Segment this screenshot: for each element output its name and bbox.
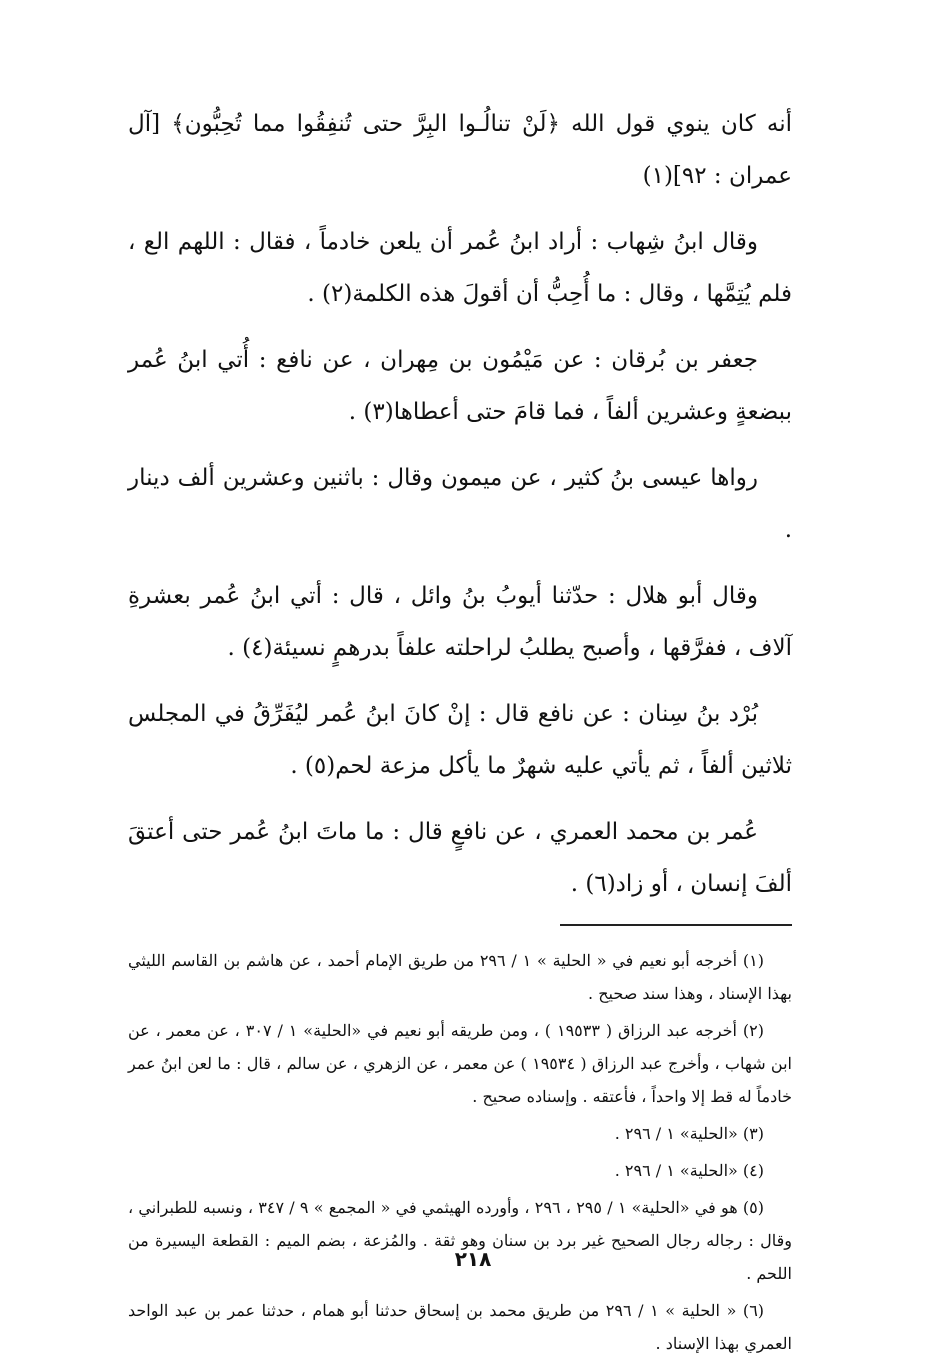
footnote: (٤) «الحلية» ١ / ٢٩٦ .: [614, 1161, 764, 1180]
paragraph: عُمر بن محمد العمري ، عن نافعٍ قال : ما ماتَ ابنُ عُمر حتى أعتقَ ألفَ إنسان ، أو زاد(٦) .: [128, 819, 792, 897]
main-text: [128, 98, 792, 910]
footnote: (٣) «الحلية» ١ / ٢٩٦ .: [614, 1124, 764, 1143]
footnote-separator: [560, 924, 792, 926]
paragraph: جعفر بن بُرقان : عن مَيْمُون بن مِهران ، عن نافع : أُتي ابنُ عُمر ببضعةٍ وعشرين ألفاً ، فما قامَ حتى أعطاها(٣) .: [128, 347, 792, 425]
paragraph: وقال ابنُ شِهاب : أراد ابنُ عُمر أن يلعن خادماً ، فقال : اللهم الع ، فلم يُتِمَّها ، وقال : ما أُحِبُّ أن أقولَ هذه الكلمة(٢) .: [128, 229, 792, 307]
footnote: (١) أخرجه أبو نعيم في « الحلية » ١ / ٢٩٦ من طريق الإمام أحمد ، عن هاشم بن القاسم الليثي بهذا الإسناد ، وهذا سند صحيح .: [128, 951, 792, 1003]
footnote: (٦) « الحلية » ١ / ٢٩٦ من طريق محمد بن إسحاق حدثنا أبو همام ، حدثنا عمر بن عبد الواحد العمري بهذا الإسناد .: [128, 1301, 792, 1353]
footnote: (٢) أخرجه عبد الرزاق ( ١٩٥٣٣ ) ، ومن طريقه أبو نعيم في «الحلية» ١ / ٣٠٧ ، عن معمر ، عن ابن شهاب ، وأخرج عبد الرزاق ( ١٩٥٣٤ ) عن معمر ، عن الزهري ، عن سالم ، قال : ما لعن ابنُ عمر خادماً له قط إلا واحداً ، فأعتقه . وإسناده صحيح .: [128, 1021, 793, 1106]
page-number: ٢١٨: [454, 1247, 492, 1271]
footnote: (٥) هو في «الحلية» ١ / ٢٩٥ ، ٢٩٦ ، وأورده الهيثمي في « المجمع » ٩ / ٣٤٧ ، ونسبه للطبراني ، وقال : رجاله رجال الصحيح غير برد بن سنان وهو ثقة . والمُزعة ، بضم الميم : القطعة اليسيرة من اللحم .: [128, 1198, 792, 1283]
paragraph: أنه كان ينوي قول الله ﴿لَنْ تنالُـوا البِرَّ حتى تُنفِقُوا مما تُحِبُّون﴾ [آل عمران : ٩٢](١): [128, 111, 792, 189]
paragraph: وقال أبو هلال : حدّثنا أيوبُ بنُ وائل ، قال : أتي ابنُ عُمر بعشرةِ آلاف ، ففرَّقها ، وأصبح يطلبُ لراحلته علفاً بدرهمٍ نسيئة(٤) .: [128, 583, 792, 661]
paragraph: بُرْد بنُ سِنان : عن نافع قال : إنْ كانَ ابنُ عُمر ليُفَرِّقُ في المجلس ثلاثين ألفاً ، ثم يأتي عليه شهرٌ ما يأكل مزعة لحم(٥) .: [128, 701, 792, 779]
page-body: [128, 98, 792, 1364]
footnotes: [128, 944, 792, 1360]
paragraph: رواها عيسى بنُ كثير ، عن ميمون وقال : باثنين وعشرين ألف دينار .: [128, 465, 792, 543]
